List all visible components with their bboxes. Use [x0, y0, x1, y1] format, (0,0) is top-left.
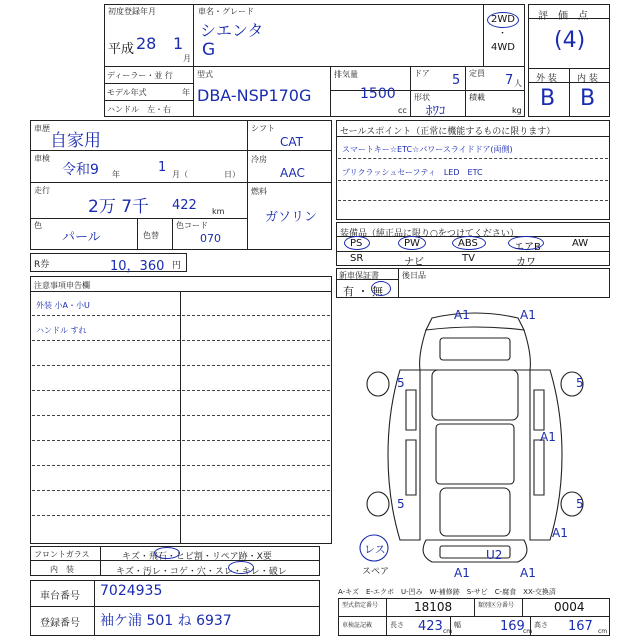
mark-front-right: A1: [520, 308, 536, 322]
grade: G: [202, 40, 216, 60]
cc-unit: cc: [398, 106, 407, 115]
usage-label: 車歴: [34, 124, 50, 133]
equip-abs: ABS: [458, 238, 478, 249]
warranty-none-circle: [371, 281, 391, 296]
color-code-label: 色コード: [176, 221, 208, 230]
height: 167: [568, 619, 593, 634]
mileage-man: 2万 7千: [88, 197, 150, 217]
color-label: 色: [34, 221, 42, 230]
disp-label: 排気量: [334, 70, 358, 79]
sales-label: セールスポイント（正常に機能するものに限ります）: [340, 127, 556, 137]
spare-mark: レス: [364, 543, 386, 556]
displacement: 1500: [360, 86, 396, 102]
score-label: 評 価 点: [538, 11, 588, 22]
equip-tv: TV: [462, 253, 475, 264]
insp-day-unit: 日）: [224, 170, 240, 179]
ref-label: 車検証記載: [342, 622, 373, 629]
mark-front-left: A1: [454, 308, 470, 322]
length-label: 長さ: [390, 621, 404, 629]
reg-month: 1: [173, 34, 184, 53]
score-value: (4): [554, 28, 586, 53]
mark-rear-bottom-left: A1: [454, 566, 470, 580]
shape-label: 形状: [414, 93, 430, 102]
doors: 5: [452, 73, 461, 88]
equip-aw: AW: [572, 238, 589, 249]
pw-circle: [398, 236, 426, 250]
warranty-value: 有 ・ 無: [343, 285, 383, 298]
notes-block: [30, 276, 332, 544]
abs-circle: [452, 236, 486, 250]
scuff-circle: [228, 561, 254, 574]
equip-leather: カワ: [516, 257, 536, 268]
mark-rear-right: A1: [552, 526, 568, 540]
equipment-label: 装備品（純正品に限り○をつけてください）: [340, 229, 519, 239]
ac-label: 冷房: [251, 155, 267, 164]
equip-navi: ナビ: [404, 257, 424, 268]
drive-dot: ・: [498, 29, 508, 39]
cm-unit-length: cm: [443, 628, 453, 635]
orig-color-label: 色替: [143, 231, 159, 240]
int-grade: B: [580, 86, 596, 111]
glass-items: キズ・飛石・ヒビ割・リペア跡・X要: [122, 552, 272, 562]
yen-unit: 円: [172, 261, 182, 271]
type-designation-label: 型式指定番号: [342, 602, 379, 609]
equip-sr: SR: [350, 253, 364, 264]
mark-wheel-fl: 5: [397, 376, 405, 390]
sales-line1: スマートキー☆ETC☆パワースライドドア(両側): [342, 145, 513, 154]
equip-ps: PS: [350, 238, 363, 249]
chassis: 7024935: [100, 583, 163, 599]
plate-label: 登録番号: [40, 618, 80, 629]
load-label: 積載: [469, 93, 485, 102]
kg-unit: kg: [512, 106, 522, 115]
shift: CAT: [280, 135, 303, 149]
color: パール: [62, 230, 101, 245]
mileage-label: 走行: [34, 186, 50, 195]
shift-label: シフト: [251, 124, 275, 133]
notes-line1: 外装 小A・小U: [36, 301, 90, 310]
fuel: ガソリン: [265, 210, 318, 225]
insp-month-unit: 月（: [172, 170, 188, 179]
chassis-label: 車台番号: [40, 591, 80, 602]
insp-year-unit: 年: [112, 170, 120, 179]
mark-rear-bottom-right: A1: [520, 566, 536, 580]
dealer-label: ディーラー・並 行: [107, 71, 173, 80]
length: 423: [418, 619, 443, 634]
model-year-label: モデル年式: [107, 88, 147, 97]
insp-month: 1: [158, 160, 167, 175]
mark-wheel-rl: 5: [397, 497, 405, 511]
handle-label: ハンドル 左・右: [107, 105, 171, 114]
cm-unit-width: cm: [523, 628, 533, 635]
ext-grade: B: [540, 86, 556, 111]
int-label: 内 装: [577, 74, 598, 84]
fuel-label: 燃料: [251, 187, 267, 196]
int-damage-label: 内 装: [50, 565, 74, 574]
warranty-label: 新車保証書: [339, 271, 379, 280]
recycle: 10，360: [110, 259, 165, 274]
cm-unit-height: cm: [598, 628, 608, 635]
door-label: ドア: [414, 69, 430, 78]
equip-pw: PW: [404, 238, 420, 249]
reg-era: 平成: [108, 42, 135, 57]
later-items-label: 後日品: [402, 271, 426, 280]
class-no: 0004: [554, 600, 585, 614]
width-label: 幅: [454, 621, 461, 629]
km-unit: km: [212, 207, 225, 216]
capacity: 7: [505, 73, 514, 88]
model-code: DBA-NSP170G: [197, 86, 312, 105]
width: 169: [500, 619, 525, 634]
ps-circle: [344, 236, 370, 250]
reg-year-label: 初度登録年月: [108, 7, 156, 16]
class-label: 類別区分番号: [478, 602, 515, 609]
drive-4wd: 4WD: [491, 42, 515, 53]
shape: ﾎﾜｺ: [426, 104, 446, 119]
glass-label: フロントガラス: [34, 550, 90, 559]
notes-line2: ハンドル すれ: [36, 326, 87, 335]
mark-side-right: A1: [540, 430, 556, 444]
type-designation: 18108: [414, 600, 453, 614]
ext-label: 外 装: [536, 74, 557, 84]
car-name: シエンタ: [200, 21, 264, 40]
equip-airbag: エアB: [514, 242, 541, 253]
person-unit: 人: [514, 79, 522, 88]
reg-year: 28: [136, 34, 157, 53]
car-diagram: [340, 300, 610, 580]
capacity-label: 定員: [469, 69, 485, 78]
chip-circle: [154, 547, 180, 559]
mark-rear-center: U2: [486, 548, 503, 562]
model-year-unit: 年: [182, 88, 190, 97]
recycle-label: R券: [34, 260, 50, 270]
mark-wheel-rr: 5: [576, 497, 584, 511]
inspection-label: 車検: [34, 154, 50, 163]
mileage-rest: 422: [172, 198, 197, 213]
sales-line2: プリクラッシュセーフティ LED ETC: [342, 168, 483, 177]
notes-label: 注意事項申告欄: [34, 281, 90, 290]
mark-wheel-fr: 5: [576, 376, 584, 390]
carname-label: 車名・グレード: [198, 7, 254, 16]
color-code: 070: [200, 232, 221, 245]
airbag-circle: [508, 236, 544, 250]
plate: 袖ケ浦 501 ね 6937: [100, 613, 232, 629]
drive-2wd: 2WD: [491, 14, 515, 25]
int-damage-items: キズ・汚レ・コゲ・穴・スレ・キレ・破レ: [116, 567, 287, 577]
height-label: 高さ: [534, 621, 548, 629]
spare-label: スペア: [362, 567, 390, 577]
usage: 自家用: [50, 131, 101, 151]
insp-era-year: 令和9: [62, 162, 99, 178]
type-label: 型式: [197, 70, 213, 79]
legend: A-キズ E-エクボ U-凹み W-補修跡 S-サビ C-腐食 XX-交換済: [338, 588, 556, 596]
month-unit: 月: [183, 54, 191, 63]
ac: AAC: [280, 166, 305, 180]
